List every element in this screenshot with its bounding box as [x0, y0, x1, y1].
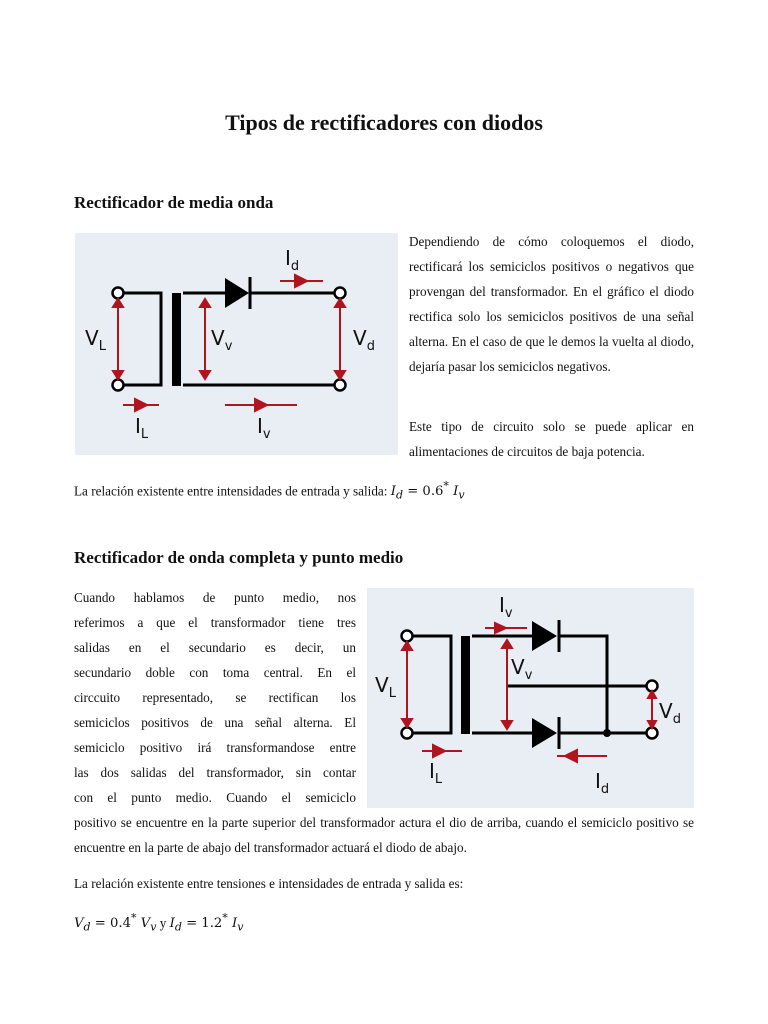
transformer-core	[172, 293, 181, 386]
label-vv: $V_v$	[211, 326, 233, 354]
label-iv: $I_v$	[257, 414, 271, 442]
label-vd: $V_d$	[659, 699, 681, 727]
full-wave-line-4: secundario doble con toma central. En el	[74, 665, 356, 680]
full-wave-line-3: salidas en el secundario es decir, un	[74, 640, 356, 655]
label-vl: $V_L$	[85, 326, 106, 354]
terminal-output-bottom	[335, 380, 346, 391]
label-id: $I_d$	[285, 246, 300, 274]
page-title: Tipos de rectificadores con diodos	[225, 110, 543, 135]
primary-winding	[123, 293, 161, 385]
label-id: $I_d$	[595, 769, 610, 797]
diode-symbol	[225, 278, 249, 308]
diode-upper	[532, 621, 557, 651]
full-wave-line-7: semiciclo positivo irá transformandose entre	[74, 740, 356, 755]
full-wave-line-1: Cuando hablamos de punto medio, nos	[74, 590, 356, 605]
full-wave-formula: $V_d = 0.4^*$ $V_v$ y $I_d = 1.2^*$ $I_v$	[74, 912, 244, 935]
full-wave-line-5: circcuito representado, se rectifican los	[74, 690, 356, 705]
full-wave-circuit-figure	[367, 588, 694, 808]
section-heading-half-wave: Rectificador de media onda	[74, 193, 274, 212]
terminal-output-top	[335, 288, 346, 299]
label-vv: $V_v$	[511, 655, 533, 683]
full-wave-line-8: las dos salidas del transformador, sin contar	[74, 765, 356, 780]
primary-winding	[412, 636, 451, 733]
half-wave-formula: $I_d = 0.6^*$ $I_v$	[390, 480, 465, 503]
label-il: $I_L$	[429, 759, 443, 787]
half-wave-usage-note: Este tipo de circuito solo se puede aplicar en alimentaciones de circuitos de baja potencia.	[409, 419, 694, 459]
diode-lower	[532, 718, 557, 748]
full-wave-circuit-diagram	[367, 588, 694, 808]
label-il: $I_L$	[135, 414, 149, 442]
half-wave-relation: La relación existente entre intensidades de entrada y salida: $I_d = 0.6^*$ $I_v$	[74, 480, 465, 503]
transformer-core	[461, 636, 470, 734]
full-wave-relation: La relación existente entre tensiones e intensidades de entrada y salida es:	[74, 876, 464, 891]
terminal-input-bottom	[113, 380, 124, 391]
label-vl: $V_L$	[375, 673, 396, 701]
label-vd: $V_d$	[353, 326, 375, 354]
half-wave-circuit-figure	[75, 233, 398, 455]
half-wave-circuit-diagram	[75, 233, 398, 455]
label-iv: $I_v$	[499, 593, 513, 621]
half-wave-description: Dependiendo de cómo coloquemos el diodo, rectificará los semiciclos positivos o negativos que provengan del transformador. En el gráfico el diodo rectifica solo los semiciclos positivos de una señal alterna. En el caso de que le demos la vuelta al diodo, dejaría pasar los semiciclos negativos.	[409, 234, 694, 374]
full-wave-description-continued: positivo se encuentre en la parte superior del transformador actura el dio de arriba, cuando el semiciclo positivo se encuentre en la parte de abajo del transformador actuará el diodo de abajo.	[74, 815, 694, 855]
section-heading-full-wave: Rectificador de onda completa y punto medio	[74, 548, 404, 567]
full-wave-line-2: referimos a que el transformador tiene tres	[74, 615, 356, 630]
full-wave-line-6: semiciclos positivos de una señal alterna. El	[74, 715, 356, 730]
full-wave-description-column	[74, 585, 356, 810]
terminal-input-top	[113, 288, 124, 299]
full-wave-line-9: con el punto medio. Cuando el semiciclo	[74, 790, 356, 805]
